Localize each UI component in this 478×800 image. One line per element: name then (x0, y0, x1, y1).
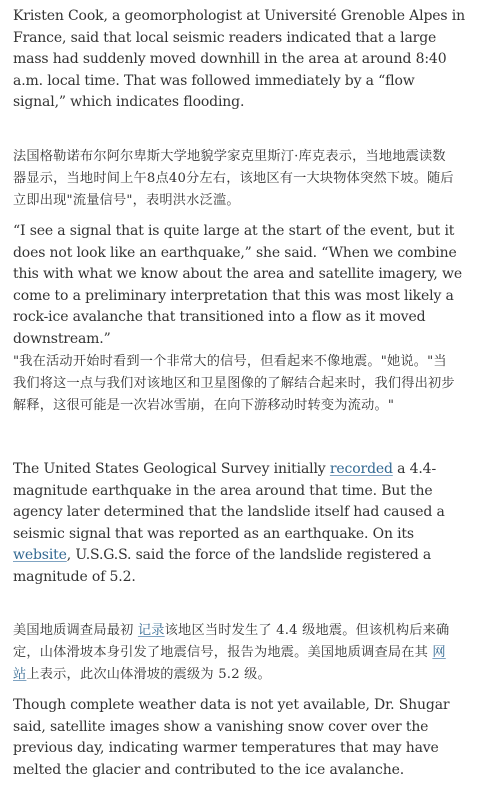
paragraph-zh-3-text-c: 上表示，此次山体滑坡的震级为 5.2 级。 (26, 667, 271, 682)
recorded-link[interactable]: recorded (329, 461, 393, 477)
paragraph-zh-3 (13, 620, 455, 686)
paragraph-zh-3-text-b: 该地区当时发生了 4.4 级地震。但该机构后来确定，山体滑坡本身引发了地震信号，报告为地震。美国地质调查局在其 (13, 623, 450, 660)
paragraph-zh-3-text-a: 美国地质调查局最初 (13, 623, 138, 638)
paragraph-en-1: Kristen Cook, a geomorphologist at Université Grenoble Alpes in France, said that local seismic readers indicated that a large mass had suddenly moved downhill in the area at around 8:40 a.m. local time. That was followed immediately by a “flow signal,” which indicates flooding. (13, 8, 465, 110)
record-link-zh[interactable]: 记录 (137, 623, 165, 638)
website-link-zh[interactable]: 网站 (13, 645, 446, 682)
paragraph-en-3 (13, 459, 457, 588)
paragraph-en-4: Though complete weather data is not yet available, Dr. Shugar said, satellite images show a vanishing snow cover over the previous day, indicating warmer temperatures that may have melted the glacier and contributed to the ice avalanche. (13, 697, 450, 778)
paragraph-en-3-text-c: , U.S.G.S. said the force of the landslide registered a magnitude of 5.2. (13, 547, 432, 585)
paragraph-en-3-text-b: a 4.4-magnitude earthquake in the area around that time. But the agency later determined that the landslide itself had caused a seismic signal that was reported as an earthquake. On its (13, 461, 445, 542)
paragraph-zh-1: 法国格勒诺布尔阿尔卑斯大学地貌学家克里斯汀·库克表示，当地地震读数器显示，当地时间上午8点40分左右，该地区有一大块物体突然下坡。随后立即出现"流量信号"，表明洪水泛滥。 (13, 149, 454, 208)
usgs-website-link[interactable]: website (13, 547, 67, 563)
paragraph-zh-2: "我在活动开始时看到一个非常大的信号，但看起来不像地震。"她说。"当我们将这一点与我们对该地区和卫星图像的了解结合起来时，我们得出初步解释，这很可能是一次岩冰雪崩，在向下游移动时转变为流动。" (13, 354, 455, 413)
paragraph-en-3-text-a: The United States Geological Survey initially (13, 461, 330, 477)
paragraph-en-2: “I see a signal that is quite large at the start of the event, but it does not look like an earthquake,” she said. “When we combine this with what we know about the area and satellite imagery, we come to a preliminary interpretation that this was most likely a rock-ice avalanche that transitioned into a flow as it moved downstream.” (13, 223, 462, 347)
